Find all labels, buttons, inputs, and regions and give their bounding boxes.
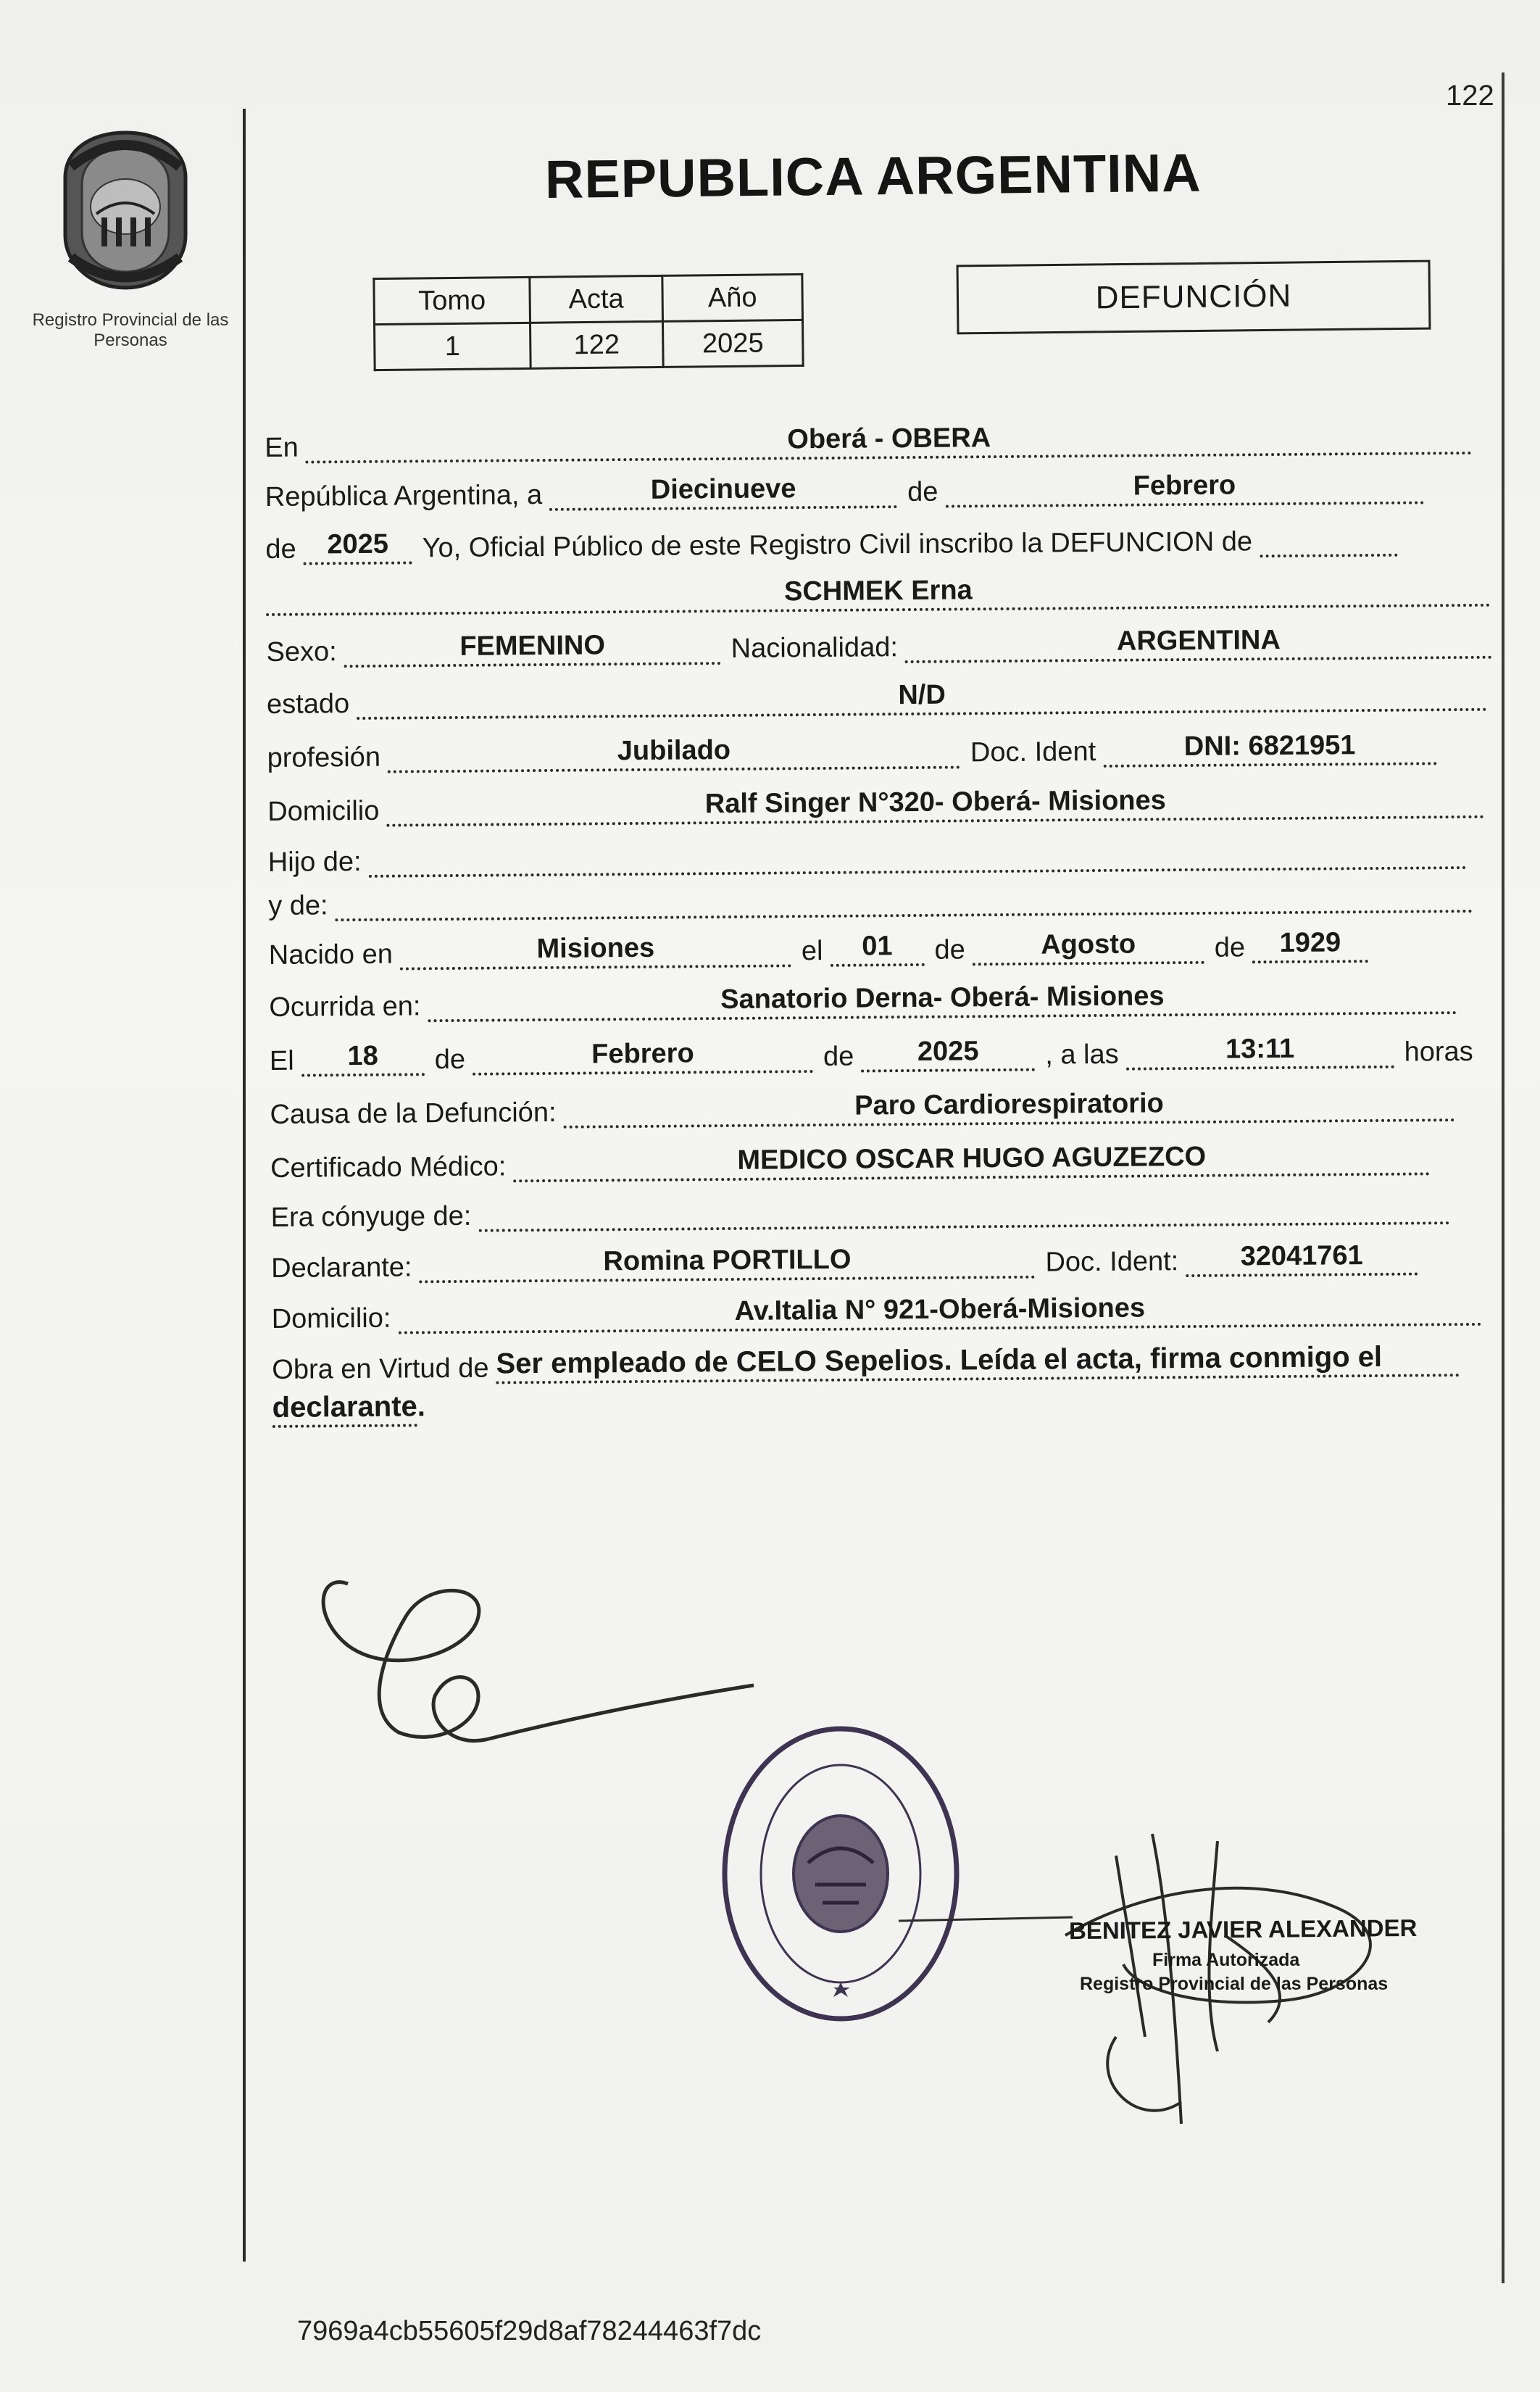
field-nacido-en: Misiones	[400, 931, 791, 970]
row-en	[265, 411, 1483, 464]
label-nac-de1: de	[934, 934, 965, 965]
row-domicilio	[267, 775, 1495, 828]
death-record-form	[265, 411, 1504, 1471]
row-y-de	[268, 869, 1483, 922]
row-certificado	[270, 1131, 1441, 1184]
field-declarante-doc: 32041761	[1186, 1239, 1418, 1278]
label-domicilio2: Domicilio:	[271, 1303, 391, 1334]
label-certificado: Certificado Médico:	[270, 1151, 507, 1184]
row-nombre	[266, 563, 1501, 616]
label-estado: estado	[266, 689, 350, 720]
row-obra	[272, 1333, 1470, 1386]
label-republica: República Argentina, a	[265, 479, 543, 512]
field-estado: N/D	[357, 675, 1487, 720]
label-causa: Causa de la Defunción:	[270, 1097, 557, 1130]
field-lugar: Oberá - OBERA	[306, 418, 1473, 464]
header-anio: Año	[662, 274, 803, 321]
declarante-signature	[323, 1582, 754, 1741]
field-y-de	[335, 876, 1473, 921]
field-domicilio: Ralf Singer N°320- Oberá- Misiones	[386, 782, 1484, 827]
label-declarante: Declarante:	[271, 1252, 412, 1284]
label-horas: horas	[1404, 1036, 1473, 1068]
label-fall-de1: de	[434, 1044, 466, 1076]
label-nac-de2: de	[1214, 932, 1246, 963]
field-obra-text2: declarante.	[272, 1390, 417, 1428]
official-name: BENITEZ JAVIER ALEXANDER	[1068, 1914, 1418, 1945]
label-nacido-en: Nacido en	[268, 939, 394, 971]
label-en: En	[265, 432, 299, 463]
field-obra-text: Ser empleado de CELO Sepelios. Leída el acta, firma conmigo el	[496, 1340, 1460, 1384]
official-org: Registro Provincial de las Personas	[1080, 1974, 1389, 1994]
field-hora: 13:11	[1125, 1032, 1394, 1071]
field-anio: 2025	[303, 528, 412, 565]
row-fallecimiento	[270, 1024, 1481, 1077]
label-sexo: Sexo:	[266, 636, 337, 668]
official-title: Firma Autorizada	[1152, 1950, 1300, 1970]
field-causa: Paro Cardiorespiratorio	[563, 1085, 1454, 1129]
label-domicilio: Domicilio	[267, 795, 380, 827]
row-profesion	[267, 721, 1447, 774]
field-fall-mes: Febrero	[473, 1037, 813, 1076]
row-fecha	[265, 460, 1434, 513]
row-nacido	[268, 919, 1378, 971]
inscribo-text: Yo, Oficial Público de este Registro Civil inscribo la DEFUNCION de	[422, 526, 1253, 564]
label-doc-ident2: Doc. Ident:	[1045, 1246, 1179, 1278]
label-a-las: , a las	[1045, 1039, 1119, 1071]
value-acta: 122	[530, 321, 664, 368]
label-el2: El	[269, 1045, 294, 1076]
label-de-anio: de	[265, 533, 296, 565]
left-margin-line	[243, 109, 246, 2262]
label-fall-de2: de	[823, 1041, 854, 1072]
footer-hash: 7969a4cb55605f29d8af78244463f7dc	[297, 2316, 762, 2346]
header-tomo: Tomo	[374, 277, 530, 324]
row-sexo	[266, 615, 1502, 668]
row-conyuge	[270, 1181, 1460, 1234]
field-fall-anio: 2025	[861, 1035, 1035, 1073]
row-domicilio2	[271, 1282, 1491, 1335]
row-inscribo	[265, 513, 1407, 565]
label-hijo-de: Hijo de:	[267, 846, 362, 878]
field-conyuge	[478, 1188, 1449, 1232]
row-declarante	[271, 1232, 1428, 1284]
row-estado	[267, 668, 1498, 720]
tomo-acta-anio-table	[372, 273, 804, 371]
field-declarante: Romina PORTILLO	[419, 1242, 1035, 1284]
label-conyuge: Era cónyuge de:	[270, 1200, 472, 1233]
provincia-misiones-logo	[57, 127, 194, 294]
row-causa	[270, 1078, 1465, 1131]
field-mes-texto: Febrero	[945, 468, 1423, 507]
field-dia-texto: Diecinueve	[549, 472, 897, 511]
label-nacionalidad: Nacionalidad:	[731, 632, 899, 664]
row-obra2	[272, 1383, 427, 1428]
field-declarante-domicilio: Av.Italia N° 921-Oberá-Misiones	[398, 1290, 1481, 1334]
header-acta: Acta	[530, 275, 663, 323]
registro-seal	[725, 1729, 957, 2019]
page-number: 122	[1446, 80, 1494, 112]
label-obra: Obra en Virtud de	[272, 1353, 489, 1385]
label-profesion: profesión	[267, 742, 381, 773]
row-ocurrida	[269, 971, 1468, 1023]
field-sexo: FEMENINO	[344, 628, 720, 668]
field-fall-dia: 18	[301, 1039, 425, 1076]
inscribo-blank	[1260, 520, 1397, 557]
field-ocurrida: Sanatorio Derna- Oberá- Misiones	[428, 978, 1457, 1022]
field-certificado: MEDICO OSCAR HUGO AGUZEZCO	[513, 1139, 1430, 1182]
value-anio: 2025	[662, 320, 803, 367]
label-de: de	[907, 476, 938, 508]
signature-area	[304, 1529, 1464, 2146]
label-ocurrida: Ocurrida en:	[269, 991, 421, 1023]
field-nac-anio: 1929	[1252, 926, 1368, 963]
logo-caption: Registro Provincial de las Personas	[32, 310, 229, 350]
field-nac-dia: 01	[830, 930, 924, 967]
field-profesion: Jubilado	[388, 732, 960, 773]
label-y-de: y de:	[268, 890, 328, 921]
field-nombre: SCHMEK Erna	[266, 570, 1491, 616]
field-doc-ident: DNI: 6821951	[1103, 728, 1436, 768]
page-title: REPUBLICA ARGENTINA	[544, 142, 1202, 209]
label-el: el	[801, 935, 823, 967]
field-nacionalidad: ARGENTINA	[905, 623, 1492, 663]
value-tomo: 1	[375, 323, 531, 370]
document-type-box: DEFUNCIÓN	[957, 260, 1431, 335]
field-nac-mes: Agosto	[973, 928, 1204, 966]
label-doc-ident: Doc. Ident	[970, 736, 1096, 768]
